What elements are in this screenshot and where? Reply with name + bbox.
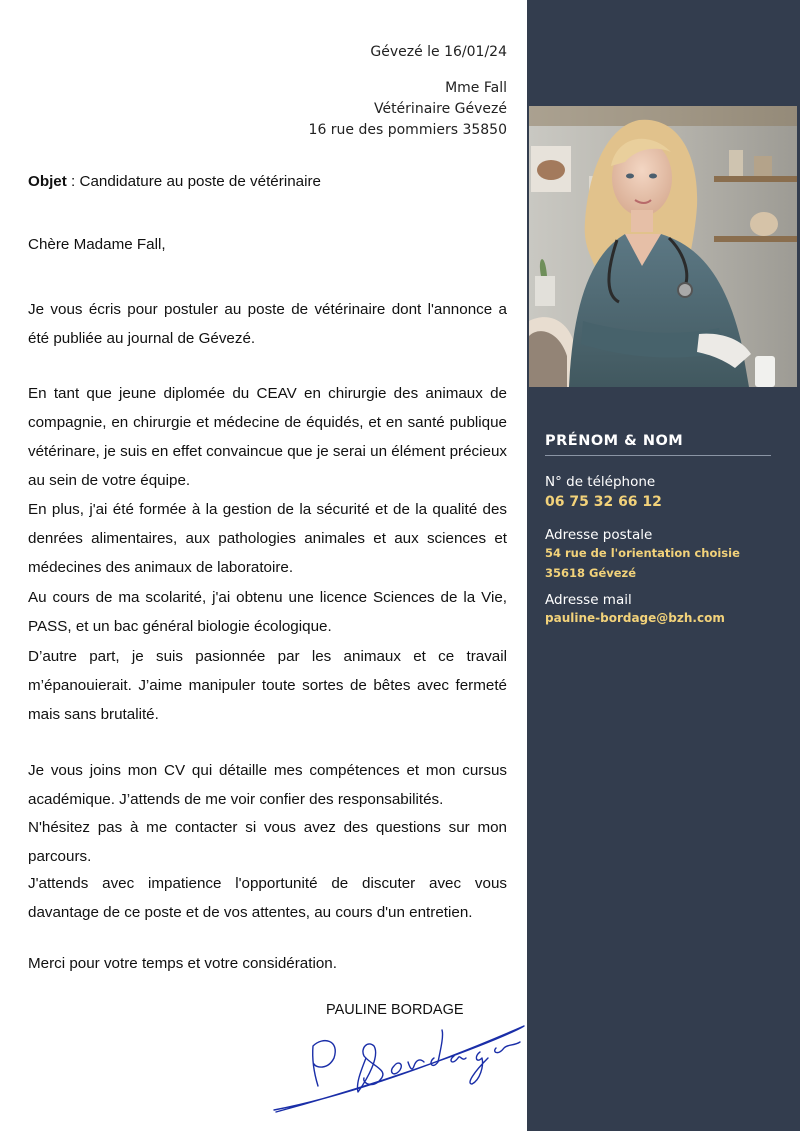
subject-text: : Candidature au poste de vétérinaire bbox=[66, 173, 321, 190]
candidate-name: PRÉNOM & NOM bbox=[545, 433, 771, 456]
email-label: Adresse mail bbox=[545, 592, 632, 608]
place-date: Gévezé le 16/01/24 bbox=[370, 44, 507, 60]
handwritten-signature bbox=[268, 1018, 530, 1118]
phone-label: N° de téléphone bbox=[545, 474, 656, 490]
paragraph-training: En plus, j'ai été formée à la gestion de la sécurité et de la qualité des denrées alimentaires, aux pathologies animales et aux sciences et médecines des animaux de laboratoire. bbox=[28, 501, 507, 576]
address-label: Adresse postale bbox=[545, 527, 653, 543]
paragraph-cv: Je vous joins mon CV qui détaille mes compétences et mon cursus académique. J’attends de me voir confier des responsabilités. bbox=[28, 762, 507, 808]
email-address: pauline-bordage@bzh.com bbox=[545, 611, 725, 625]
recipient-org: Vétérinaire Gévezé bbox=[373, 101, 507, 117]
phone-number: 06 75 32 66 12 bbox=[545, 494, 662, 510]
subject-label: Objet bbox=[28, 173, 67, 190]
paragraph-diplomas: En tant que jeune diplomée du CEAV en chirurgie des animaux de compagnie, en chirurgie et médecine de équidés, et en santé publique vétérinare, je suis en effet convaincue que je serai un élément précieux au sein de votre équipe. bbox=[28, 385, 507, 489]
paragraph-intro: Je vous écris pour postuler au poste de vétérinaire dont l'annonce a été publiée au journal de Gévezé. bbox=[28, 301, 507, 347]
paragraph-contact: N'hésitez pas à me contacter si vous avez des questions sur mon parcours. bbox=[28, 819, 507, 865]
recipient-address: 16 rue des pommiers 35850 bbox=[308, 122, 507, 138]
signature-name: PAULINE BORDAGE bbox=[326, 1002, 464, 1018]
address-line-1: 54 rue de l'orientation choisie bbox=[545, 546, 740, 560]
closing-line: Merci pour votre temps et votre considération. bbox=[28, 955, 337, 972]
paragraph-interview: J'attends avec impatience l'opportunité de discuter avec vous davantage de ce poste et de vos attentes, au cours d'un entretien. bbox=[28, 875, 507, 921]
recipient-name: Mme Fall bbox=[445, 80, 507, 96]
address-line-2: 35618 Gévezé bbox=[545, 566, 637, 580]
subject-line bbox=[28, 173, 321, 190]
paragraph-passion: D’autre part, je suis pasionnée par les animaux et ce travail m’épanouierait. J’aime manipuler toute sortes de bêtes avec fermeté mais sans brutalité. bbox=[28, 648, 507, 723]
salutation: Chère Madame Fall, bbox=[28, 236, 166, 253]
paragraph-schooling: Au cours de ma scolarité, j'ai obtenu une licence Sciences de la Vie, PASS, et un bac général biologie écologique. bbox=[28, 589, 507, 635]
profile-photo bbox=[529, 106, 797, 387]
